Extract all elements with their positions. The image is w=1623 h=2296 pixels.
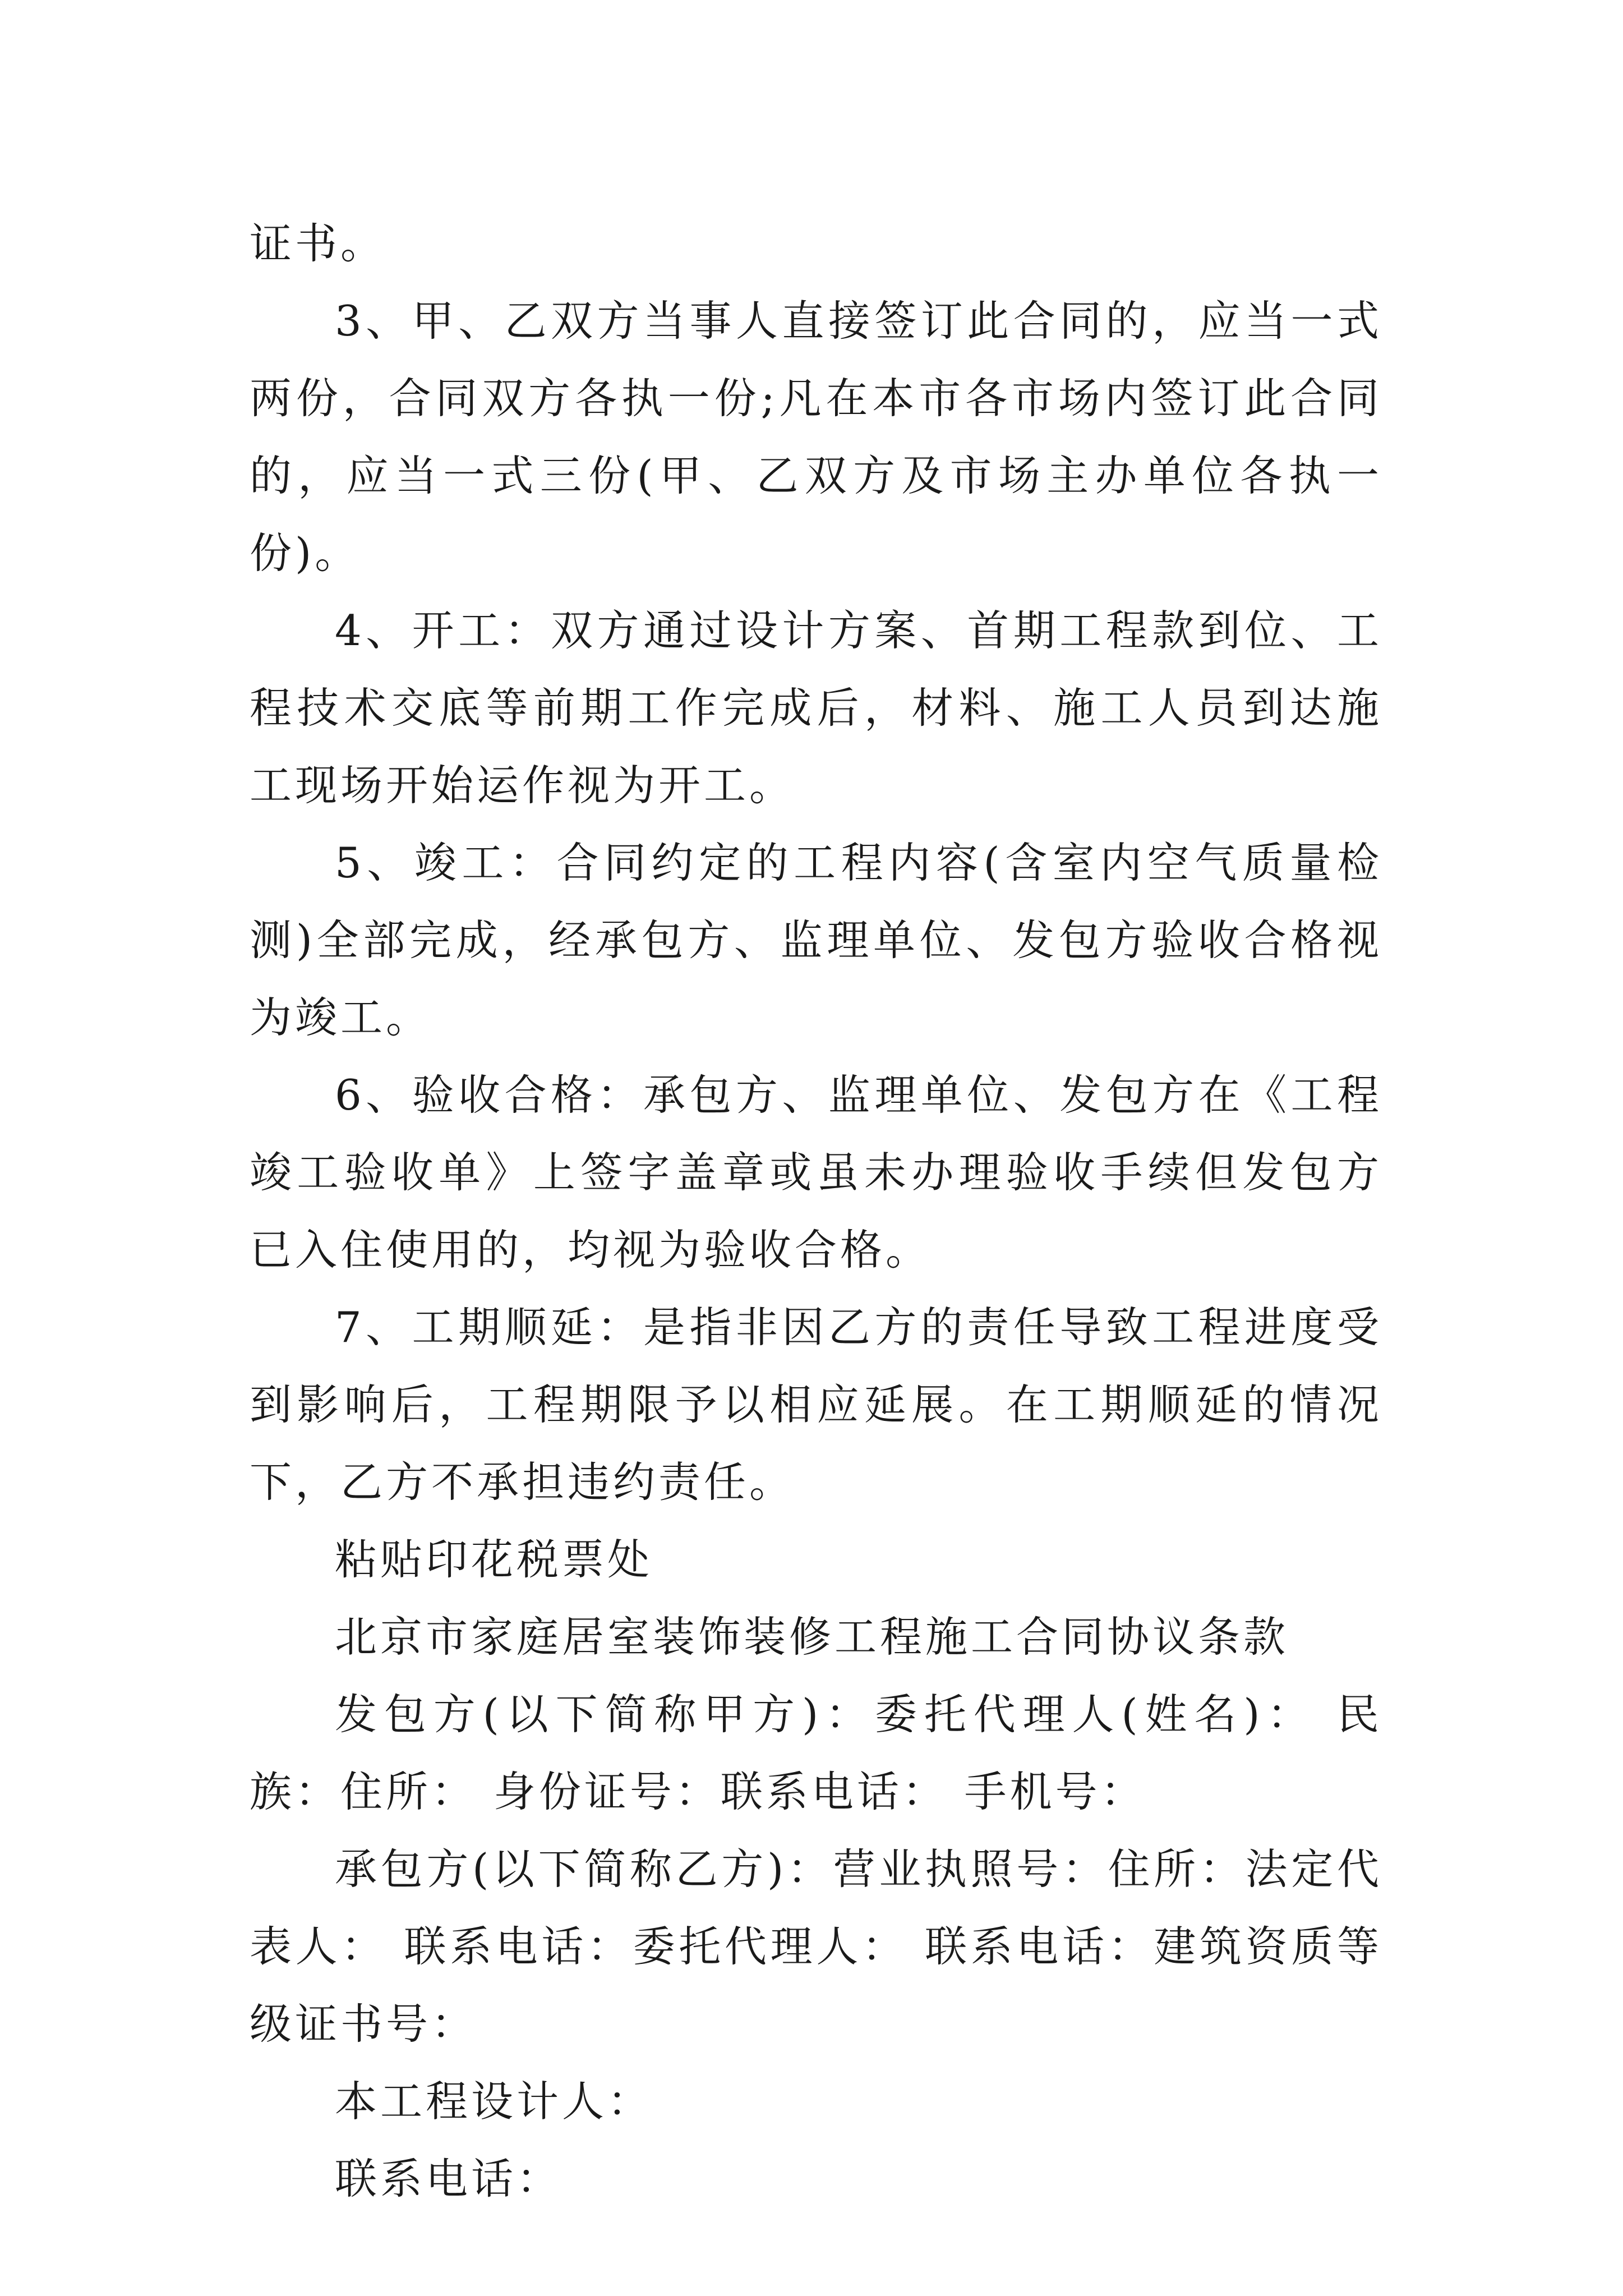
paragraph-clause-7-extension: 7、工期顺延：是指非因乙方的责任导致工程进度受到影响后，工程期限予以相应延展。在工期顺延的情况下，乙方不承担违约责任。 bbox=[250, 1303, 1382, 1507]
paragraph-clause-3-copies: 3、甲、乙双方当事人直接签订此合同的，应当一式两份，合同双方各执一份;凡在本市各市场内签订此合同的，应当一式三份(甲、乙双方及市场主办单位各执一份)。 bbox=[250, 296, 1382, 578]
agreement-title: 北京市家庭居室装饰装修工程施工合同协议条款 bbox=[335, 1612, 1289, 1662]
party-a-fields: 发包方(以下简称甲方)：委托代理人(姓名)： 民族：住所： 身份证号：联系电话： 手机号： bbox=[250, 1690, 1382, 1816]
contact-phone-field: 联系电话： bbox=[335, 2154, 562, 2203]
paragraph-certificate-end: 证书。 bbox=[250, 219, 386, 268]
stamp-tax-placeholder: 粘贴印花税票处 bbox=[335, 1535, 653, 1584]
paragraph-clause-4-start-work: 4、开工：双方通过设计方案、首期工程款到位、工程技术交底等前期工作完成后，材料、施工人员到达施工现场开始运作视为开工。 bbox=[250, 606, 1382, 810]
paragraph-clause-6-acceptance: 6、验收合格：承包方、监理单位、发包方在《工程竣工验收单》上签字盖章或虽未办理验收手续但发包方已入住使用的，均视为验收合格。 bbox=[250, 1070, 1382, 1274]
paragraph-clause-5-completion: 5、竣工：合同约定的工程内容(含室内空气质量检测)全部完成，经承包方、监理单位、发包方验收合格视为竣工。 bbox=[250, 838, 1382, 1042]
designer-field: 本工程设计人： bbox=[335, 2077, 653, 2126]
party-b-fields: 承包方(以下简称乙方)：营业执照号：住所：法定代表人： 联系电话：委托代理人： 联系电话：建筑资质等级证书号： bbox=[250, 1844, 1382, 2049]
document-page bbox=[250, 205, 1382, 2217]
